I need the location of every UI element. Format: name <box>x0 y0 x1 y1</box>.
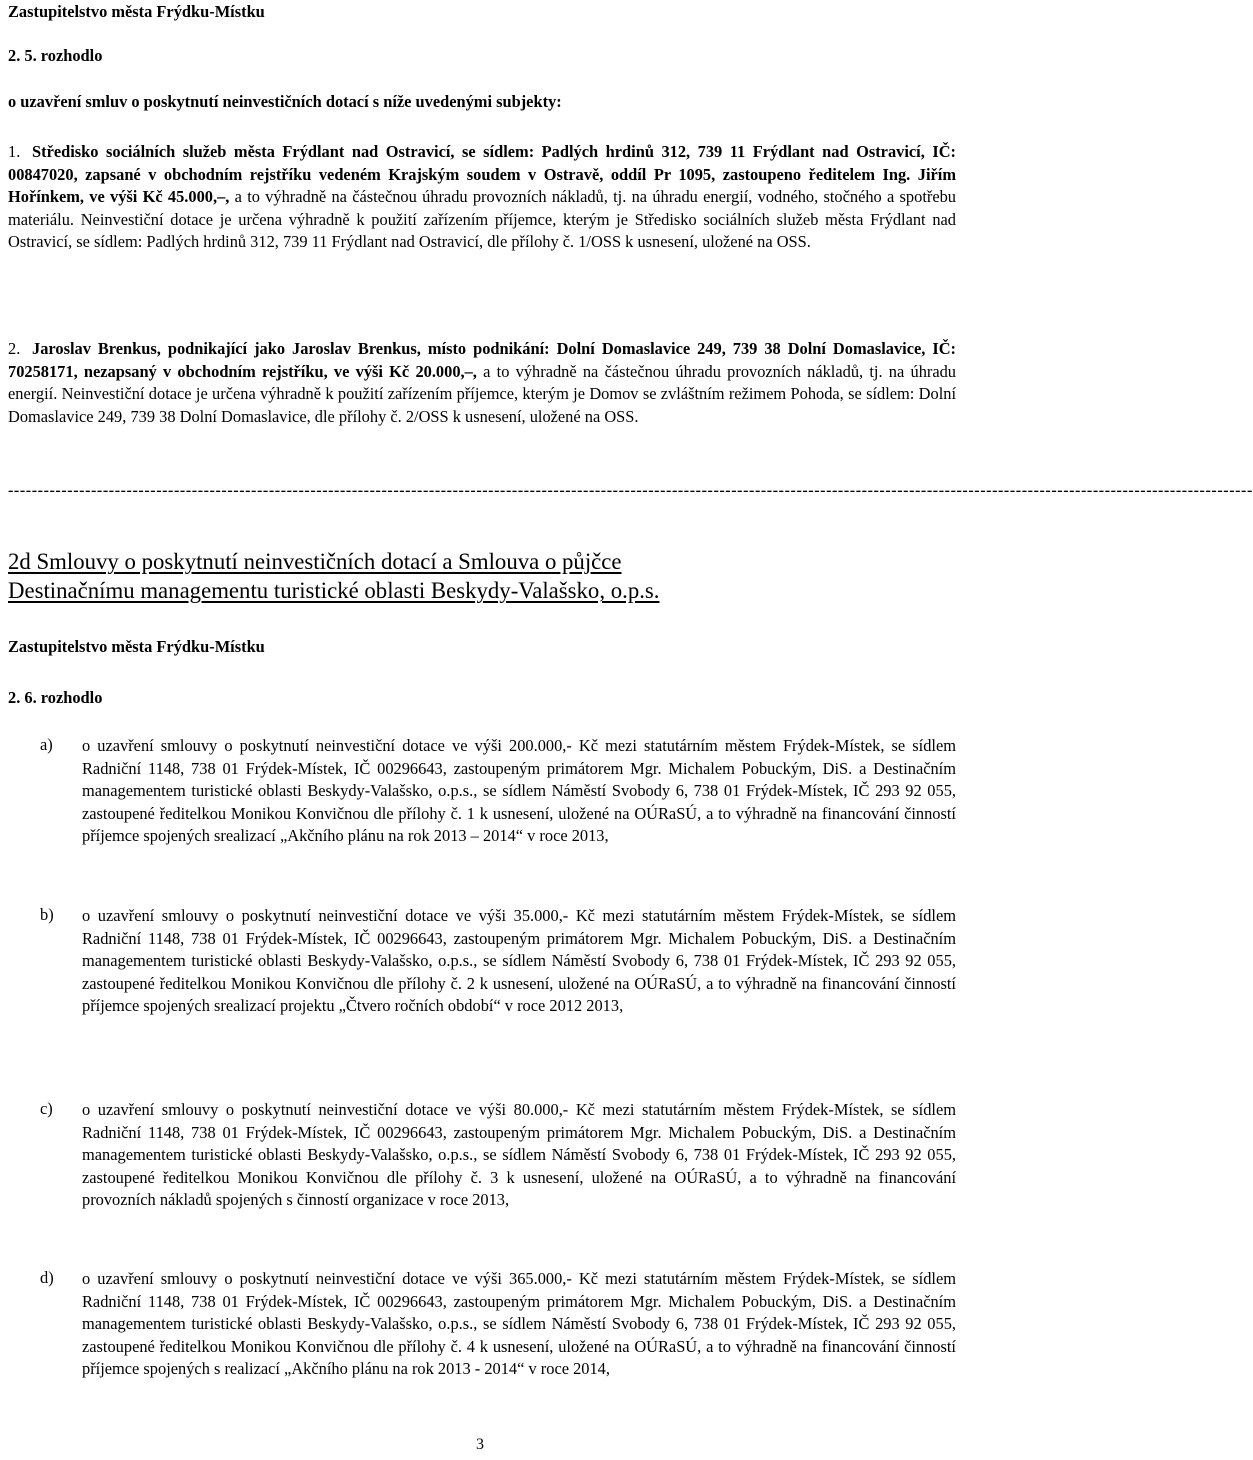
decision-number-2: 2. 6. rozhodlo <box>8 688 103 707</box>
subject-paragraph-1 <box>8 141 956 254</box>
decision-number: 2. 5. rozhodlo <box>8 46 103 65</box>
list-item-b <box>40 905 956 1018</box>
item-label: a) <box>40 735 53 754</box>
subject-purpose: a to výhradně na částečnou úhradu provozních nákladů, tj. na úhradu energií. Neinvestiční dotace je určena výhradně k použití zařízením příjemce, kterým je Domov se zvláštním režimem Pohoda, se sídlem: Dolní Domaslavice 249, 739 38 Dolní Domaslavice, dle přílohy č. 2/OSS k usnesení, uložené na OSS. <box>8 361 957 426</box>
item-text: o uzavření smlouvy o poskytnutí neinvestiční dotace ve výši 365.000,- Kč mezi statutárním městem Frýdek-Místek, se sídlem Radniční 1148, 738 01 Frýdek-Místek, IČ 00296643, zastoupeným primátorem Mgr. Michalem Pobuckým, DiS. a Destinačním managementem turistické oblasti Beskydy-Valašsko, o.p.s., se sídlem Náměstí Svobody 6, 738 01 Frýdek-Místek, IČ 293 92 055, zastoupené ředitelkou Monikou Konvičnou dle přílohy č. 4 k usnesení, uložené na OÚRaSÚ, a to výhradně na financování činností příjemce spojených s realizací „Akčního plánu na rok 2013 - 2014“ v roce 2014, <box>82 1269 956 1379</box>
separator-line: ------------------------------------------------------------------------------------------------------------------------------------------------------------------------------------------------------------------ <box>8 482 1253 499</box>
paragraph-number: 1. <box>8 142 21 161</box>
decision-intro: o uzavření smluv o poskytnutí neinvestičních dotací s níže uvedenými subjekty: <box>8 92 562 111</box>
subject-paragraph-2 <box>8 338 956 428</box>
subject-details: Středisko sociálních služeb města Frýdlant nad Ostravicí, se sídlem: Padlých hrdinů 312, 739 11 Frýdlant nad Ostravicí, IČ: 00847020, zapsané v obchodním rejstříku vedeném Krajským soudem v Ostravě, oddíl Pr 1095, zastoupeno ředitelem Ing. Jiřím Hořínkem, ve výši Kč 45.000,–, <box>8 142 956 207</box>
item-text: o uzavření smlouvy o poskytnutí neinvestiční dotace ve výši 80.000,- Kč mezi statutárním městem Frýdek-Místek, se sídlem Radniční 1148, 738 01 Frýdek-Místek, IČ 00296643, zastoupeným primátorem Mgr. Michalem Pobuckým, DiS. a Destinačním managementem turistické oblasti Beskydy-Valašsko, o.p.s., se sídlem Náměstí Svobody 6, 738 01 Frýdek-Místek, IČ 293 92 055, zastoupené ředitelkou Monikou Konvičnou dle přílohy č. 3 k usnesení, uložené na OÚRaSÚ, a to výhradně na financování provozních nákladů spojených s činností organizace v roce 2013, <box>82 1100 956 1210</box>
subject-purpose: a to výhradně na částečnou úhradu provozních nákladů, tj. na úhradu energií, vodného, stočného a spotřebu materiálu. Neinvestiční dotace je určena výhradně k použití zařízením příjemce, kterým je Středisko sociálních služeb města Frýdlant nad Ostravicí, se sídlem: Padlých hrdinů 312, 739 11 Frýdlant nad Ostravicí, dle přílohy č. 1/OSS k usnesení, uložené na OSS. <box>8 187 956 252</box>
list-item-a <box>40 735 956 848</box>
section-title-line-2: Destinačnímu managementu turistické oblasti Beskydy-Valašsko, o.p.s. <box>8 578 660 603</box>
item-label: b) <box>40 905 54 924</box>
paragraph-number: 2. <box>8 339 21 358</box>
council-heading: Zastupitelstvo města Frýdku-Místku <box>8 2 265 21</box>
item-label: d) <box>40 1268 54 1287</box>
item-label: c) <box>40 1099 53 1118</box>
subject-details: Jaroslav Brenkus, podnikající jako Jaroslav Brenkus, místo podnikání: Dolní Domaslavice 249, 739 38 Dolní Domaslavice, IČ: 70258171, nezapsaný v obchodním rejstříku, ve výši Kč 20.000,–, <box>8 339 956 381</box>
council-heading-2: Zastupitelstvo města Frýdku-Místku <box>8 637 265 656</box>
page-number: 3 <box>476 1436 484 1453</box>
list-item-d <box>40 1268 956 1381</box>
list-item-c <box>40 1099 956 1212</box>
item-text: o uzavření smlouvy o poskytnutí neinvestiční dotace ve výši 35.000,- Kč mezi statutárním městem Frýdek-Místek, se sídlem Radniční 1148, 738 01 Frýdek-Místek, IČ 00296643, zastoupeným primátorem Mgr. Michalem Pobuckým, DiS. a Destinačním managementem turistické oblasti Beskydy-Valašsko, o.p.s., se sídlem Náměstí Svobody 6, 738 01 Frýdek-Místek, IČ 293 92 055, zastoupené ředitelkou Monikou Konvičnou dle přílohy č. 2 k usnesení, uložené na OÚRaSÚ, a to výhradně na financování činností příjemce spojených srealizací projektu „Čtvero ročních období“ v roce 2012 2013, <box>82 906 956 1016</box>
section-title <box>8 547 956 605</box>
item-text: o uzavření smlouvy o poskytnutí neinvestiční dotace ve výši 200.000,- Kč mezi statutárním městem Frýdek-Místek, se sídlem Radniční 1148, 738 01 Frýdek-Místek, IČ 00296643, zastoupeným primátorem Mgr. Michalem Pobuckým, DiS. a Destinačním managementem turistické oblasti Beskydy-Valašsko, o.p.s., se sídlem Náměstí Svobody 6, 738 01 Frýdek-Místek, IČ 293 92 055, zastoupené ředitelkou Monikou Konvičnou dle přílohy č. 1 k usnesení, uložené na OÚRaSÚ, a to výhradně na financování činností příjemce spojených srealizací „Akčního plánu na rok 2013 – 2014“ v roce 2013, <box>82 736 956 846</box>
section-title-line-1: 2d Smlouvy o poskytnutí neinvestičních dotací a Smlouva o půjčce <box>8 549 622 574</box>
